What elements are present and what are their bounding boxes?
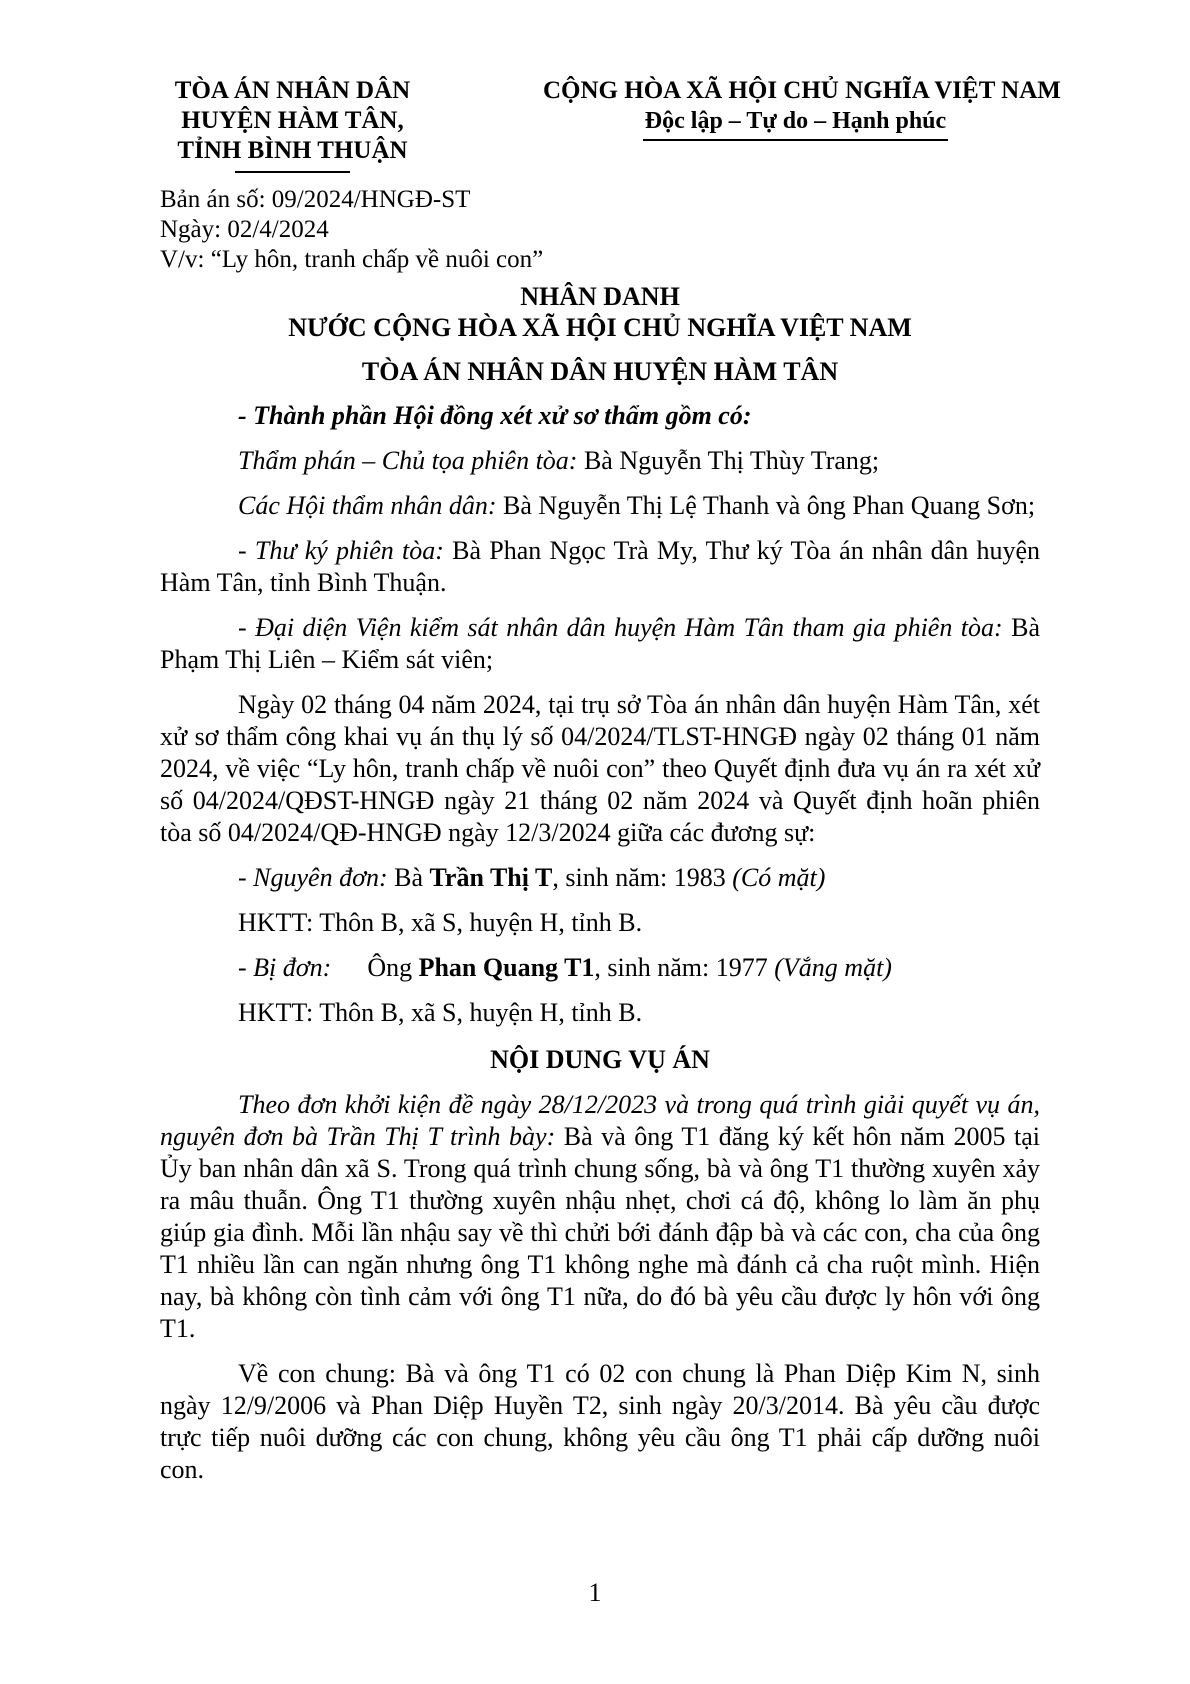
case-meta xyxy=(160,185,1040,275)
defendant-line xyxy=(160,952,1040,984)
clerk-line xyxy=(160,535,1040,599)
plaintiff-birth: , sinh năm: 1983 xyxy=(552,863,733,892)
plaintiff-label: - Nguyên đơn: xyxy=(238,863,388,892)
motto-underline xyxy=(643,139,948,141)
prosecutor-label: - Đại diện Viện kiểm sát nhân dân huyện Hàm Tân tham gia phiên tòa: xyxy=(238,613,1003,642)
jurors-line xyxy=(160,490,1040,522)
clerk-label: - Thư ký phiên tòa: xyxy=(238,536,444,565)
defendant-presence-status: (Vắng mặt) xyxy=(774,953,892,982)
plaintiff-name: Trần Thị T xyxy=(429,863,553,892)
title-court: TÒA ÁN NHÂN DÂN HUYỆN HÀM TÂN xyxy=(361,357,839,386)
case-date: Ngày: 02/4/2024 xyxy=(160,216,329,243)
case-number: Bản án số: 09/2024/HNGĐ-ST xyxy=(160,186,471,213)
national-motto: Độc lập – Tự do – Hạnh phúc xyxy=(644,108,947,134)
national-header-block xyxy=(543,76,1061,141)
petition-body: Bà và ông T1 đăng ký kết hôn năm 2005 tại Ủy ban nhân dân xã S. Trong quá trình chung sống, bà và ông T1 thường xuyên xảy ra mâu thuẫn. Ông T1 thường xuyên nhậu nhẹt, chơi cá độ, không lo làm ăn phụ giúp gia đình. Mỗi lần nhậu say về thì chửi bới đánh đập bà và các con, cha của ông T1 nhiều lần can ngăn nhưng ông T1 không nghe mà đánh cả cha ruột mình. Hiện nay, bà không còn tình cảm với ông T1 nữa, do đó bà yêu cầu được ly hôn với ông T1. xyxy=(160,1122,1040,1343)
page-number: 1 xyxy=(588,1578,602,1607)
defendant-name: Phan Quang T1 xyxy=(418,953,595,982)
plaintiff-pre: Bà xyxy=(387,863,430,892)
defendant-label: - Bị đơn: xyxy=(238,953,332,982)
court-name-block xyxy=(160,76,425,173)
plaintiff-line xyxy=(160,862,1040,894)
defendant-birth: , sinh năm: 1977 xyxy=(594,953,775,982)
judge-name: Bà Nguyễn Thị Thùy Trang; xyxy=(577,446,880,475)
prosecutor-name: Bà Phạm Thị Liên – Kiểm sát viên; xyxy=(160,613,1040,674)
case-content-paragraph-1 xyxy=(160,1089,1040,1345)
panel-heading: - Thành phần Hội đồng xét xử sơ thẩm gồm có: xyxy=(238,401,752,430)
case-subject: V/v: “Ly hôn, tranh chấp về nuôi con” xyxy=(160,246,544,273)
defendant-address-line: HKTT: Thôn B, xã S, huyện H, tỉnh B. xyxy=(238,998,643,1027)
court-name-line3: TỈNH BÌNH THUẬN xyxy=(177,137,408,164)
court-name-line2: HUYỆN HÀM TÂN, xyxy=(181,107,404,134)
case-content-heading: NỘI DUNG VỤ ÁN xyxy=(490,1045,710,1074)
court-name-underline xyxy=(235,171,350,173)
judge-label: Thẩm phán – Chủ tọa phiên tòa: xyxy=(238,446,578,475)
document-title xyxy=(160,281,1040,387)
prosecutor-line xyxy=(160,612,1040,676)
petition-lead: Theo đơn khởi kiện đề ngày 28/12/2023 và trong quá trình giải quyết vụ án, nguyên đơn bà Trần Thị T trình bày: xyxy=(160,1090,1040,1151)
plaintiff-presence-status: (Có mặt) xyxy=(732,863,826,892)
court-name-line1: TÒA ÁN NHÂN DÂN xyxy=(174,77,411,104)
plaintiff-address-line: HKTT: Thôn B, xã S, huyện H, tỉnh B. xyxy=(238,908,643,937)
defendant-pre: Ông xyxy=(367,953,419,982)
judge-line xyxy=(160,445,1040,477)
document-header xyxy=(160,76,1061,173)
title-in-the-name: NHÂN DANH xyxy=(520,282,680,311)
case-content-paragraph-2: Về con chung: Bà và ông T1 có 02 con chung là Phan Diệp Kim N, sinh ngày 12/9/2006 và Phan Diệp Huyền T2, sinh ngày 20/3/2014. Bà yêu cầu được trực tiếp nuôi dưỡng các con chung, không yêu cầu ông T1 phải cấp dưỡng nuôi con. xyxy=(160,1359,1040,1484)
title-republic: NƯỚC CỘNG HÒA XÃ HỘI CHỦ NGHĨA VIỆT NAM xyxy=(288,313,912,342)
jurors-names: Bà Nguyễn Thị Lệ Thanh và ông Phan Quang Sơn; xyxy=(496,491,1036,520)
clerk-name: Bà Phan Ngọc Trà My, Thư ký Tòa án nhân dân huyện Hàm Tân, tỉnh Bình Thuận. xyxy=(160,536,1040,597)
hearing-intro-paragraph: Ngày 02 tháng 04 năm 2024, tại trụ sở Tòa án nhân dân huyện Hàm Tân, xét xử sơ thẩm công khai vụ án thụ lý số 04/2024/TLST-HNGĐ ngày 02 tháng 01 năm 2024, về việc “Ly hôn, tranh chấp về nuôi con” theo Quyết định đưa vụ án ra xét xử số 04/2024/QĐST-HNGĐ ngày 21 tháng 02 năm 2024 và Quyết định hoãn phiên tòa số 04/2024/QĐ-HNGĐ ngày 12/3/2024 giữa các đương sự: xyxy=(160,690,1040,847)
jurors-label: Các Hội thẩm nhân dân: xyxy=(238,491,497,520)
national-title: CỘNG HÒA XÃ HỘI CHỦ NGHĨA VIỆT NAM xyxy=(543,77,1061,104)
